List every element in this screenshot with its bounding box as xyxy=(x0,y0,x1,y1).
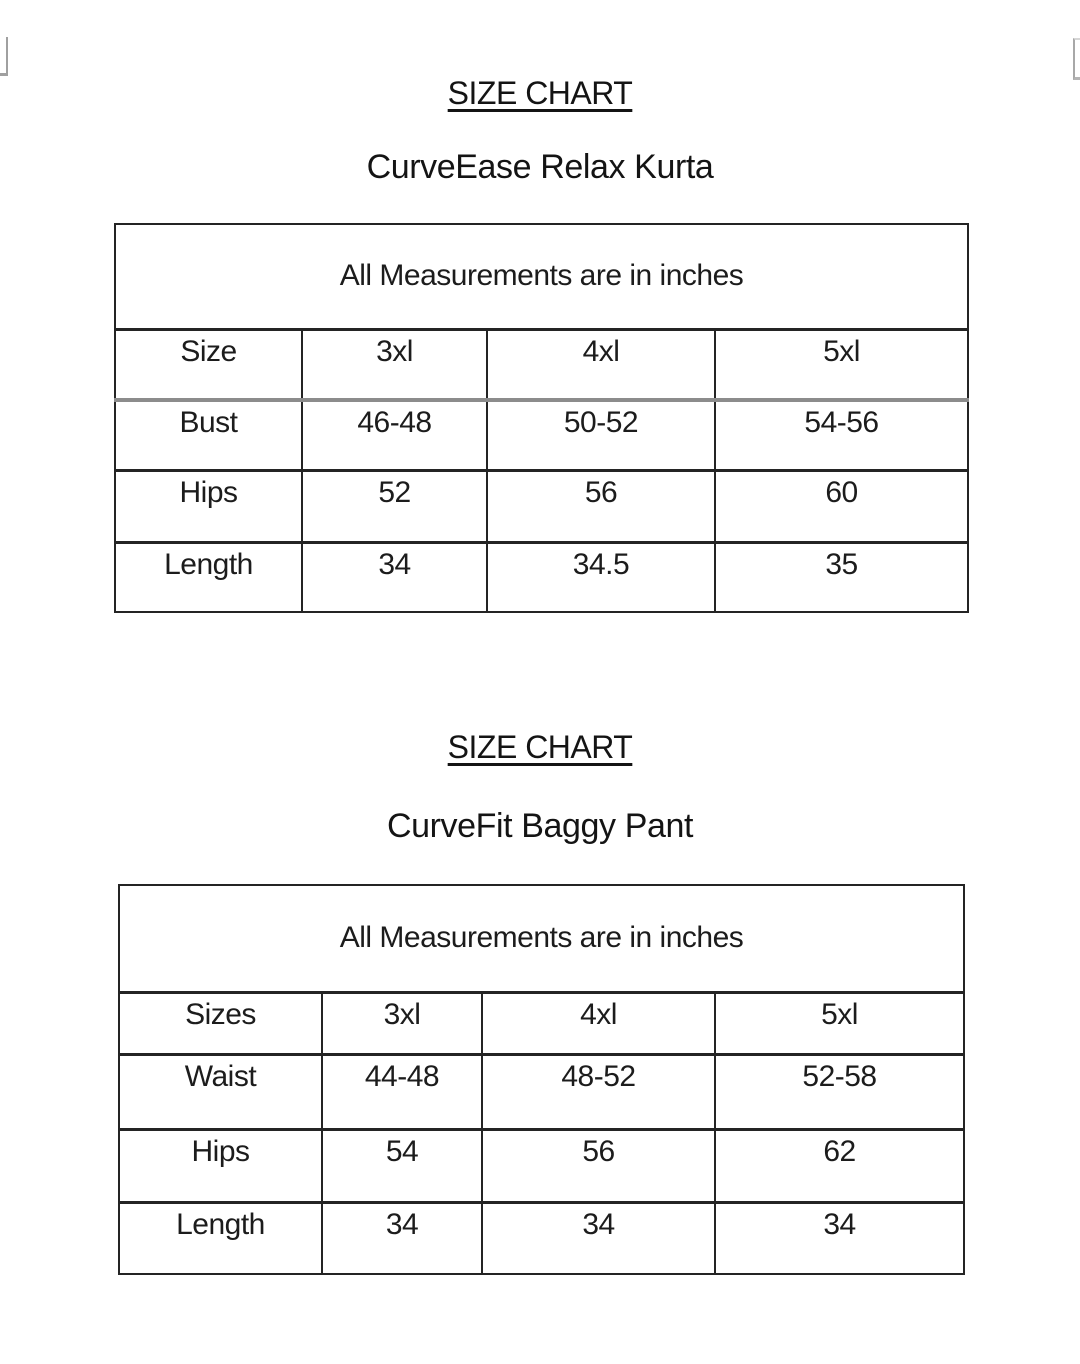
table-cell: 52-58 xyxy=(715,1054,964,1129)
row-label: Sizes xyxy=(119,992,322,1054)
table-cell: 50-52 xyxy=(487,400,715,470)
table-row xyxy=(119,885,964,992)
table-cell: 34.5 xyxy=(487,542,715,612)
table-cell: 4xl xyxy=(482,992,715,1054)
section-title-text: SIZE CHART xyxy=(447,729,633,765)
table-cell: 34 xyxy=(715,1202,964,1274)
table-row xyxy=(115,400,968,470)
table-row xyxy=(119,1129,964,1202)
table-cell: 35 xyxy=(715,542,968,612)
table-row xyxy=(119,992,964,1054)
section-title xyxy=(0,731,1080,763)
table-cell: 56 xyxy=(487,470,715,542)
table-cell: 44-48 xyxy=(322,1054,482,1129)
row-label: Size xyxy=(115,329,302,400)
left-edge-crop-mark xyxy=(0,37,8,76)
row-label: Hips xyxy=(119,1129,322,1202)
row-label: Bust xyxy=(115,400,302,470)
product-name: CurveFit Baggy Pant xyxy=(386,807,694,845)
table-cell: 48-52 xyxy=(482,1054,715,1129)
row-label: Hips xyxy=(115,470,302,542)
size-chart-table-kurta xyxy=(114,223,969,613)
product-name: CurveEase Relax Kurta xyxy=(366,148,714,186)
row-label: Length xyxy=(119,1202,322,1274)
table-cell: 46-48 xyxy=(302,400,487,470)
table-cell: 54-56 xyxy=(715,400,968,470)
row-label: Waist xyxy=(119,1054,322,1129)
table-row xyxy=(119,1202,964,1274)
table-cell: 5xl xyxy=(715,329,968,400)
table-cell: 62 xyxy=(715,1129,964,1202)
table-cell: 3xl xyxy=(322,992,482,1054)
size-chart-table-pant xyxy=(118,884,965,1275)
section-title xyxy=(0,77,1080,109)
table-cell: 34 xyxy=(322,1202,482,1274)
table-cell: 5xl xyxy=(715,992,964,1054)
table-cell: 60 xyxy=(715,470,968,542)
table-cell: 34 xyxy=(482,1202,715,1274)
table-header-cell: All Measurements are in inches xyxy=(119,885,964,992)
right-edge-crop-mark xyxy=(1073,38,1080,80)
table-cell: 56 xyxy=(482,1129,715,1202)
section-title-text: SIZE CHART xyxy=(447,75,633,111)
table-cell: 3xl xyxy=(302,329,487,400)
table-cell: 52 xyxy=(302,470,487,542)
table-row xyxy=(115,470,968,542)
table-row xyxy=(115,542,968,612)
table-row xyxy=(119,1054,964,1129)
table-row xyxy=(115,224,968,329)
row-label: Length xyxy=(115,542,302,612)
table-cell: 4xl xyxy=(487,329,715,400)
table-cell: 34 xyxy=(302,542,487,612)
table-cell: 54 xyxy=(322,1129,482,1202)
table-header-cell: All Measurements are in inches xyxy=(115,224,968,329)
table-row xyxy=(115,329,968,400)
